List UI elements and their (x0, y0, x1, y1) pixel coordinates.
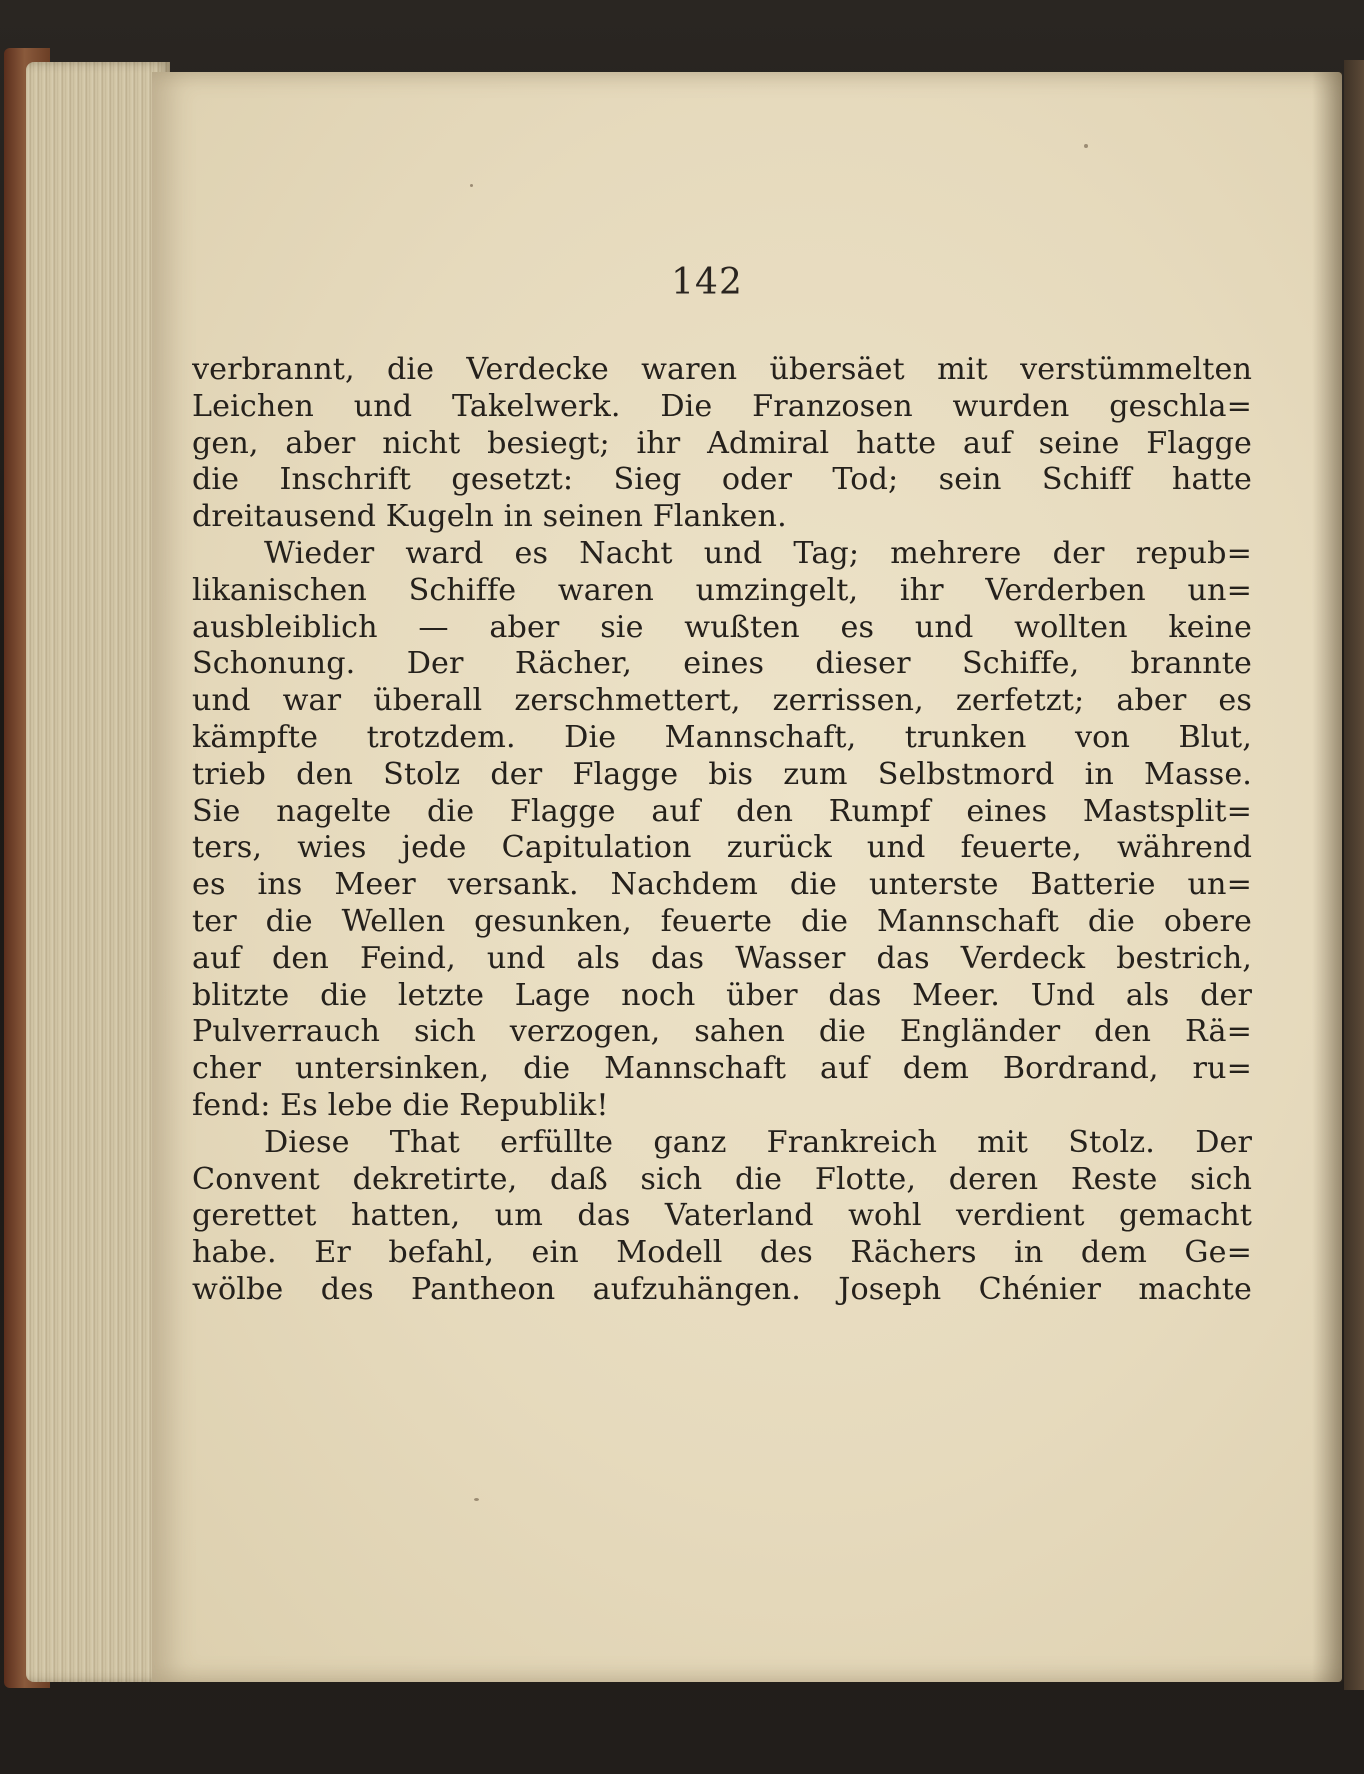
text-line: die Inschrift gesetzt: Sieg oder Tod; sein Schiff hatte (192, 462, 1252, 498)
text-line: trieb den Stolz der Flagge bis zum Selbstmord in Masse. (192, 756, 1252, 792)
text-line: cher untersinken, die Mannschaft auf dem Bordrand, ru= (192, 1051, 1252, 1087)
text-line: Pulverrauch sich verzogen, sahen die Engländer den Rä= (192, 1014, 1252, 1050)
text-line: kämpfte trotzdem. Die Mannschaft, trunken von Blut, (192, 719, 1252, 755)
page-edges (26, 62, 170, 1682)
text-line: blitzte die letzte Lage noch über das Meer. Und als der (192, 977, 1252, 1013)
paper-speck (1084, 144, 1088, 148)
text-line: es ins Meer versank. Nachdem die unterste Batterie un= (192, 867, 1252, 903)
text-line: likanischen Schiffe waren umzingelt, ihr Verderben un= (192, 572, 1252, 608)
page-gutter (1312, 72, 1342, 1682)
text-line: gen, aber nicht besiegt; ihr Admiral hatte auf seine Flagge (192, 425, 1252, 461)
text-line: Convent dekretirte, daß sich die Flotte, deren Reste sich (192, 1161, 1252, 1197)
paper-speck (474, 1498, 479, 1501)
text-line: habe. Er befahl, ein Modell des Rächers in dem Ge= (192, 1235, 1252, 1271)
body-text (192, 352, 1252, 1309)
text-line: wölbe des Pantheon aufzuhängen. Joseph Chénier machte (192, 1271, 1252, 1307)
text-line: Schonung. Der Rächer, eines dieser Schiffe, brannte (192, 646, 1252, 682)
text-line: auf den Feind, und als das Wasser das Verdeck bestrich, (192, 940, 1252, 976)
text-line: und war überall zerschmettert, zerrissen, zerfetzt; aber es (192, 683, 1252, 719)
text-line: fend: Es lebe die Republik! (192, 1087, 609, 1123)
text-line: Sie nagelte die Flagge auf den Rumpf eines Mastsplit= (192, 793, 1252, 829)
text-line: Leichen und Takelwerk. Die Franzosen wurden geschla= (192, 388, 1252, 424)
text-line: ter die Wellen gesunken, feuerte die Mannschaft die obere (192, 903, 1252, 939)
text-line: gerettet hatten, um das Vaterland wohl verdient gemacht (192, 1198, 1252, 1234)
text-line: Wieder ward es Nacht und Tag; mehrere der repub= (264, 535, 1252, 571)
paper-speck (470, 184, 473, 187)
text-line: ters, wies jede Capitulation zurück und feuerte, während (192, 830, 1252, 866)
text-line: verbrannt, die Verdecke waren übersäet mit verstümmelten (192, 352, 1252, 387)
text-line: dreitausend Kugeln in seinen Flanken. (192, 499, 787, 535)
text-line: ausbleiblich — aber sie wußten es und wollten keine (192, 609, 1252, 645)
book-cover-right (1344, 60, 1364, 1690)
text-line: Diese That erfüllte ganz Frankreich mit Stolz. Der (264, 1124, 1252, 1160)
page-number: 142 (671, 262, 743, 303)
